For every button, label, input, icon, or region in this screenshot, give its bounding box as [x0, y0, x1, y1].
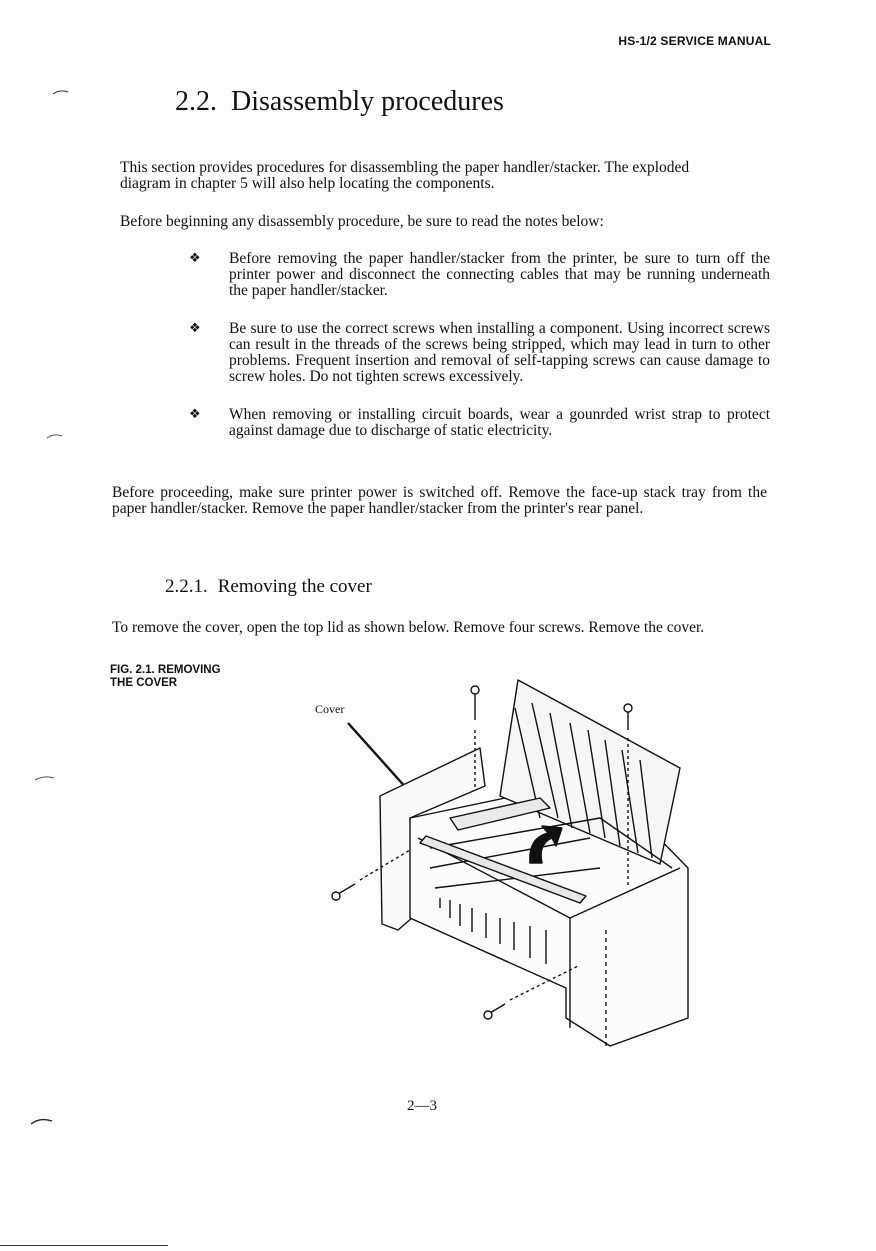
intro-line-1: This section provides procedures for disassembling the paper handler/stacker. The exploded	[120, 159, 690, 176]
figure-caption-line-1: FIG. 2.1. REMOVING	[110, 664, 221, 676]
proceed-paragraph: Before proceeding, make sure printer power is switched off. Remove the face-up stack tray from the paper handler/stacker. Remove the paper handler/stacker from the printer's rear panel.	[112, 484, 767, 517]
subsection-number: 2.2.1.	[165, 576, 208, 597]
subsection-heading	[165, 576, 372, 598]
diamond-bullet-icon: ❖	[189, 407, 201, 422]
exploded-cover-diagram	[300, 668, 700, 1058]
section-heading	[175, 86, 504, 118]
figure-caption-line-2: THE COVER	[110, 677, 178, 689]
note-item	[185, 407, 770, 439]
scan-mark	[52, 88, 70, 96]
note-text: Before removing the paper handler/stacker from the printer, be sure to turn off the printer power and disconnect the connecting cables that may be running underneath the paper handler/stacker.	[229, 250, 770, 299]
scan-mark	[30, 1116, 54, 1126]
running-header: HS-1/2 SERVICE MANUAL	[618, 34, 771, 48]
notes-list	[185, 251, 770, 439]
note-item	[185, 251, 770, 299]
scan-mark	[46, 432, 64, 440]
figure-caption	[110, 664, 270, 690]
before-notes-paragraph: Before beginning any disassembly procedure, be sure to read the notes below:	[120, 213, 604, 230]
subsection-title: Removing the cover	[217, 576, 372, 597]
remove-cover-paragraph: To remove the cover, open the top lid as shown below. Remove four screws. Remove the cover.	[112, 619, 705, 636]
intro-paragraph	[120, 160, 775, 192]
note-text: Be sure to use the correct screws when installing a component. Using incorrect screws can result in the threads of the screws being stripped, which may lead in turn to other problems. Frequent insertion and removal of self-tapping screws can cause damage to screw holes. Do not tighten screws excessively.	[229, 320, 770, 385]
section-number: 2.2.	[175, 86, 217, 117]
scan-mark	[34, 774, 56, 782]
note-text: When removing or installing circuit boards, wear a gounrded wrist strap to protect against damage due to discharge of static electricity.	[229, 406, 770, 439]
note-item	[185, 321, 770, 385]
cover-pointer-line	[348, 723, 408, 790]
diamond-bullet-icon: ❖	[189, 321, 201, 336]
bottom-edge-line	[0, 1245, 168, 1246]
section-title: Disassembly procedures	[231, 86, 504, 117]
page-number: 2—3	[407, 1098, 437, 1114]
cover-label: Cover	[315, 702, 345, 716]
intro-line-2: diagram in chapter 5 will also help locating the components.	[120, 175, 495, 192]
diamond-bullet-icon: ❖	[189, 251, 201, 266]
